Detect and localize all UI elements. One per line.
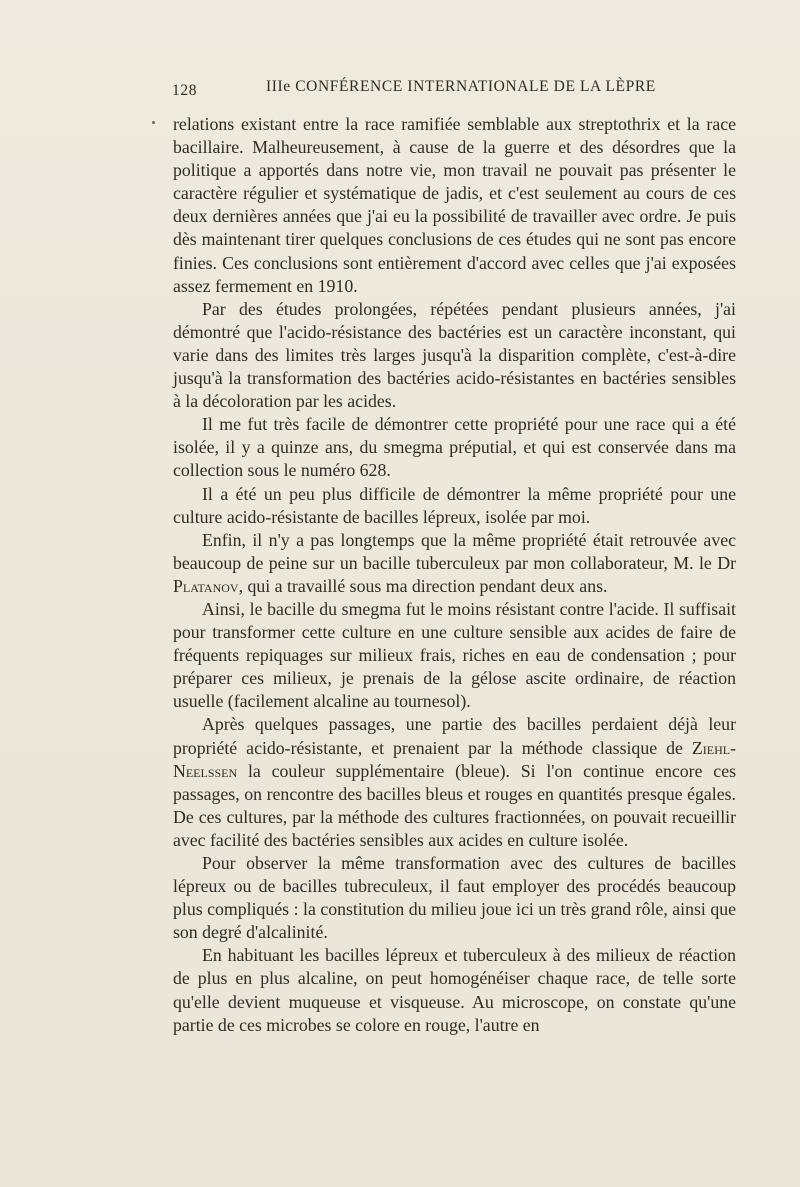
paragraph-6: Ainsi, le bacille du smegma fut le moins résistant contre l'acide. Il suffisait pour transformer cette culture en une culture sensible aux acides de faire de fréquents repiquages sur milieux frais, riches en eau de condensation ; pour préparer ces milieux, je prenais de la gélose ascite ordinaire, de réaction usuelle (facilement alcaline au tournesol). [173,598,736,712]
paragraph-5 [173,529,736,598]
author-name-ziehl-neelssen: Ziehl-Neelssen [173,737,736,781]
page-number: 128 [172,82,198,99]
paragraph-8: Pour observer la même transformation avec des cultures de bacilles lépreux ou de bacilles tubreculeux, il faut employer des procédés beaucoup plus compliqués : la constitution du milieu joue ici un très grand rôle, ainsi que son degré d'alcalinité. [173,853,736,943]
running-header [172,78,744,102]
body-text [173,113,736,1037]
paragraph-7-text-a: Après quelques passages, une partie des bacilles perdaient déjà leur propriété acido-résistante, et prenaient par la méthode classique de [173,714,736,758]
paragraph-1: relations existant entre la race ramifiée semblable aux streptothrix et la race bacillaire. Malheureusement, à cause de la guerre et des désordres que la politique a apportés dans notre vie, mon travail ne pouvait pas présenter le caractère régulier et systématique de jadis, et c'est seulement au cours de ces deux dernières années que j'ai eu la possibilité de travailler avec ordre. Je puis dès maintenant tirer quelques conclusions de ces études qui ne sont pas encore finies. Ces conclusions sont entièrement d'accord avec celles que j'ai exposées assez fermement en 1910. [173,114,736,296]
paragraph-4: Il a été un peu plus difficile de démontrer la même propriété pour une culture acido-résistante de bacilles lépreux, isolée par moi. [173,483,736,527]
paragraph-3: Il me fut très facile de démontrer cette propriété pour une race qui a été isolée, il y a quinze ans, du smegma préputial, et qui est conservée dans ma collection sous le numéro 628. [173,414,736,481]
paragraph-9: En habituant les bacilles lépreux et tuberculeux à des milieux de réaction de plus en plus alcaline, on peut homogénéiser chaque race, de telle sorte qu'elle devient muqueuse et visqueuse. Au microscope, on constate qu'une partie de ces microbes se colore en rouge, l'autre en [173,945,736,1035]
running-title: IIIe CONFÉRENCE INTERNATIONALE DE LA LÈPRE [266,78,656,95]
paragraph-7-text-b: la couleur supplémentaire (bleue). Si l'on continue encore ces passages, on rencontre des bacilles bleus et rouges en quantités presque égales. De ces cultures, par la méthode des cultures fractionnées, on pouvait recueillir avec facilité des bactéries sensibles aux acides en culture isolée. [173,760,736,850]
paragraph-2: Par des études prolongées, répétées pendant plusieurs années, j'ai démontré que l'acido-résistance des bactéries est un caractère inconstant, qui varie dans des limites très larges jusqu'à la disparition complète, c'est-à-dire jusqu'à la transformation des bactéries acido-résistantes en bactéries sensibles à la décoloration par les acides. [173,298,736,412]
author-name-platanov: Platanov [173,575,239,596]
paragraph-5-text-a: Enfin, il n'y a pas longtemps que la même propriété était retrouvée avec beaucoup de peine sur un bacille tuberculeux par mon collaborateur, M. le Dr [173,529,736,573]
ink-speck [152,121,155,124]
paragraph-7 [173,713,736,852]
paragraph-5-text-b: , qui a travaillé sous ma direction pendant deux ans. [238,575,608,596]
